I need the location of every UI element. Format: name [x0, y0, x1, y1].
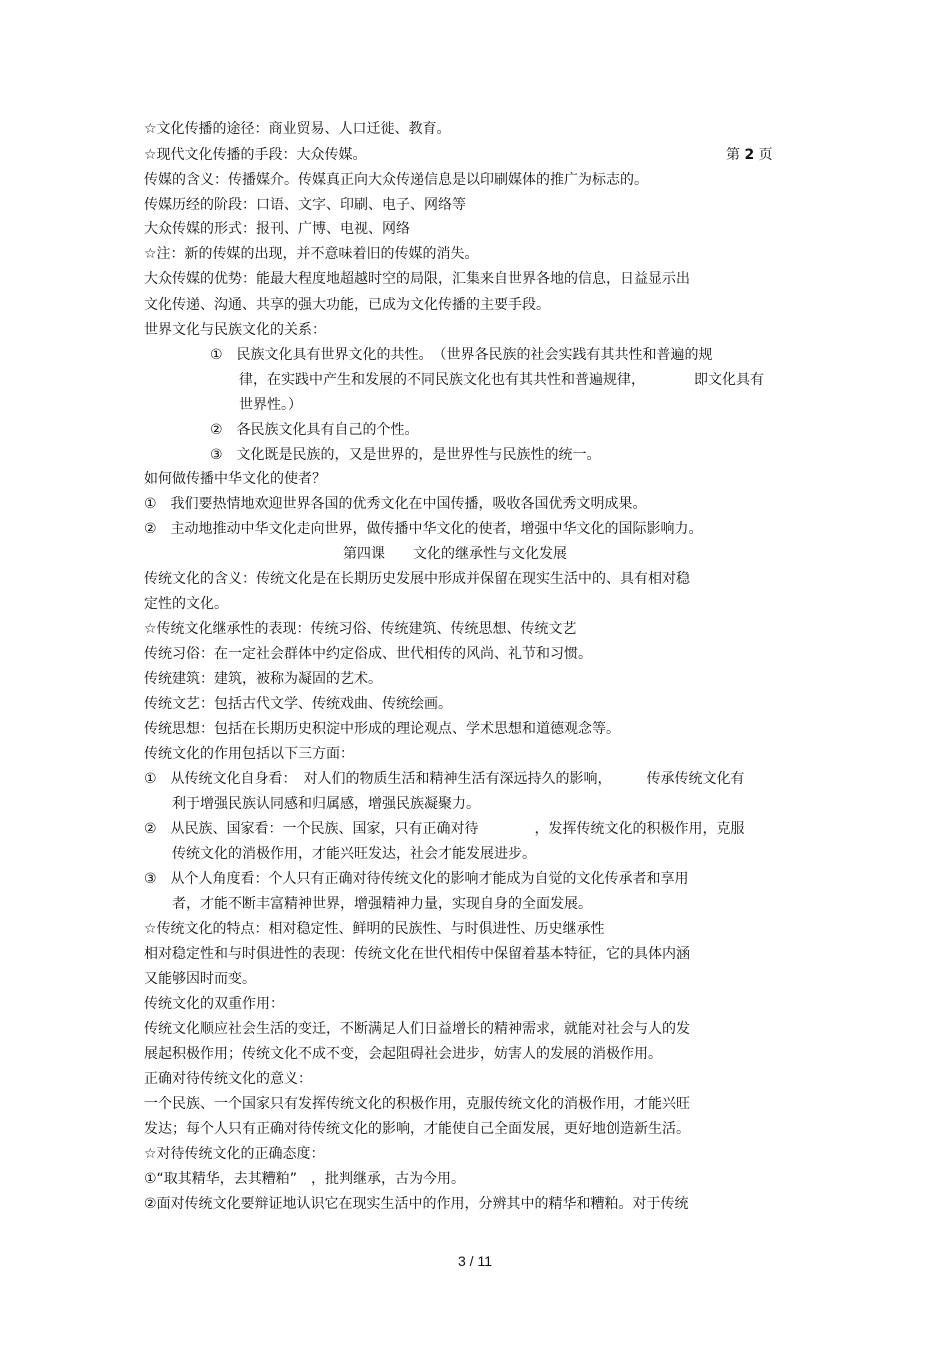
text-line: 又能够因时而变。	[144, 971, 256, 987]
text-line: 发达；每个人只有正确对待传统文化的影响，才能使自己全面发展，更好地创造新生活。	[144, 1121, 690, 1137]
page-marker: 第 2 页	[726, 147, 773, 163]
text-line: ② 从民族、国家看：一个民族、国家，只有正确对待 ，发挥传统文化的积极作用，克服	[144, 821, 745, 837]
text-line: 如何做传播中华文化的使者？	[144, 471, 326, 487]
text-line: ②面对传统文化要辩证地认识它在现实生活中的作用，分辨其中的精华和糟粕。对于传统	[144, 1196, 689, 1212]
text-line: 传统建筑：建筑，被称为凝固的艺术。	[144, 671, 382, 687]
text-line: ② 主动地推动中华文化走向世界，做传播中华文化的使者，增强中华文化的国际影响力。	[144, 521, 703, 537]
section-heading: 第四课 文化的继承性与文化发展	[343, 546, 567, 562]
text-line: 文化传递、沟通、共享的强大功能，已成为文化传播的主要手段。	[144, 297, 550, 313]
text-line: 传统思想：包括在长期历史积淀中形成的理论观点、学术思想和道德观念等。	[144, 721, 620, 737]
text-line: 传统习俗：在一定社会群体中约定俗成、世代相传的风尚、礼节和习惯。	[144, 646, 592, 662]
text-line: 者，才能不断丰富精神世界，增强精神力量，实现自身的全面发展。	[172, 896, 592, 912]
text-line: 传统文化的消极作用，才能兴旺发达，社会才能发展进步。	[172, 846, 536, 862]
text-line: 律，在实践中产生和发展的不同民族文化也有其共性和普遍规律， 即文化具有	[239, 372, 764, 388]
text-line: ☆对待传统文化的正确态度：	[144, 1146, 325, 1162]
text-line: 一个民族、一个国家只有发挥传统文化的积极作用，克服传统文化的消极作用，才能兴旺	[144, 1096, 690, 1112]
text-line: 传统文化的双重作用：	[144, 996, 284, 1012]
text-line: 世界性。）	[239, 397, 302, 413]
text-line: 正确对待传统文化的意义：	[144, 1071, 312, 1087]
text-line: 传媒历经的阶段：口语、文字、印刷、电子、网络等	[144, 197, 466, 213]
text-line: ③ 文化既是民族的，又是世界的，是世界性与民族性的统一。	[210, 447, 601, 463]
text-line: ☆传统文化的特点：相对稳定性、鲜明的民族性、与时俱进性、历史继承性	[144, 921, 605, 937]
text-line: 大众传媒的优势：能最大程度地超越时空的局限，汇集来自世界各地的信息，日益显示出	[144, 271, 690, 287]
text-line: 展起积极作用；传统文化不成不变，会起阻碍社会进步，妨害人的发展的消极作用。	[144, 1046, 662, 1062]
text-line: ☆注：新的传媒的出现，并不意味着旧的传媒的消失。	[144, 246, 479, 262]
text-line: 传统文艺：包括古代文学、传统戏曲、传统绘画。	[144, 696, 452, 712]
text-line: ② 各民族文化具有自己的个性。	[210, 422, 419, 438]
text-line: 利于增强民族认同感和归属感，增强民族凝聚力。	[172, 796, 480, 812]
text-line: 大众传媒的形式：报刊、广博、电视、网络	[144, 221, 410, 237]
page-footer: 3 / 11	[458, 1253, 492, 1269]
text-line: ① 我们要热情地欢迎世界各国的优秀文化在中国传播，吸收各国优秀文明成果。	[144, 496, 647, 512]
text-line: 传媒的含义：传播媒介。传媒真正向大众传递信息是以印刷媒体的推广为标志的。	[144, 172, 648, 188]
text-line: ①“取其精华，去其糟粕” ，批判继承，古为今用。	[144, 1171, 466, 1187]
text-line: 传统文化的含义：传统文化是在长期历史发展中形成并保留在现实生活中的、具有相对稳	[144, 571, 690, 587]
text-line: 相对稳定性和与时俱进性的表现：传统文化在世代相传中保留着基本特征，它的具体内涵	[144, 946, 690, 962]
text-line: 传统文化顺应社会生活的变迁，不断满足人们日益增长的精神需求，就能对社会与人的发	[144, 1021, 690, 1037]
text-line: ③ 从个人角度看：个人只有正确对待传统文化的影响才能成为自觉的文化传承者和享用	[144, 871, 689, 887]
text-line: 定性的文化。	[144, 596, 228, 612]
text-line: ☆现代文化传播的手段：大众传媒。	[144, 147, 367, 163]
text-line: ① 民族文化具有世界文化的共性。 （世界各民族的社会实践有其共性和普遍的规	[210, 347, 713, 363]
text-line: ☆传统文化继承性的表现：传统习俗、传统建筑、传统思想、传统文艺	[144, 621, 577, 637]
text-line: 传统文化的作用包括以下三方面：	[144, 746, 354, 762]
text-line: 世界文化与民族文化的关系：	[144, 322, 326, 338]
text-line: ☆文化传播的途径：商业贸易、人口迁徙、教育。	[144, 121, 451, 137]
text-line: ① 从传统文化自身看： 对人们的物质生活和精神生活有深远持久的影响， 传承传统文化有	[144, 771, 745, 787]
